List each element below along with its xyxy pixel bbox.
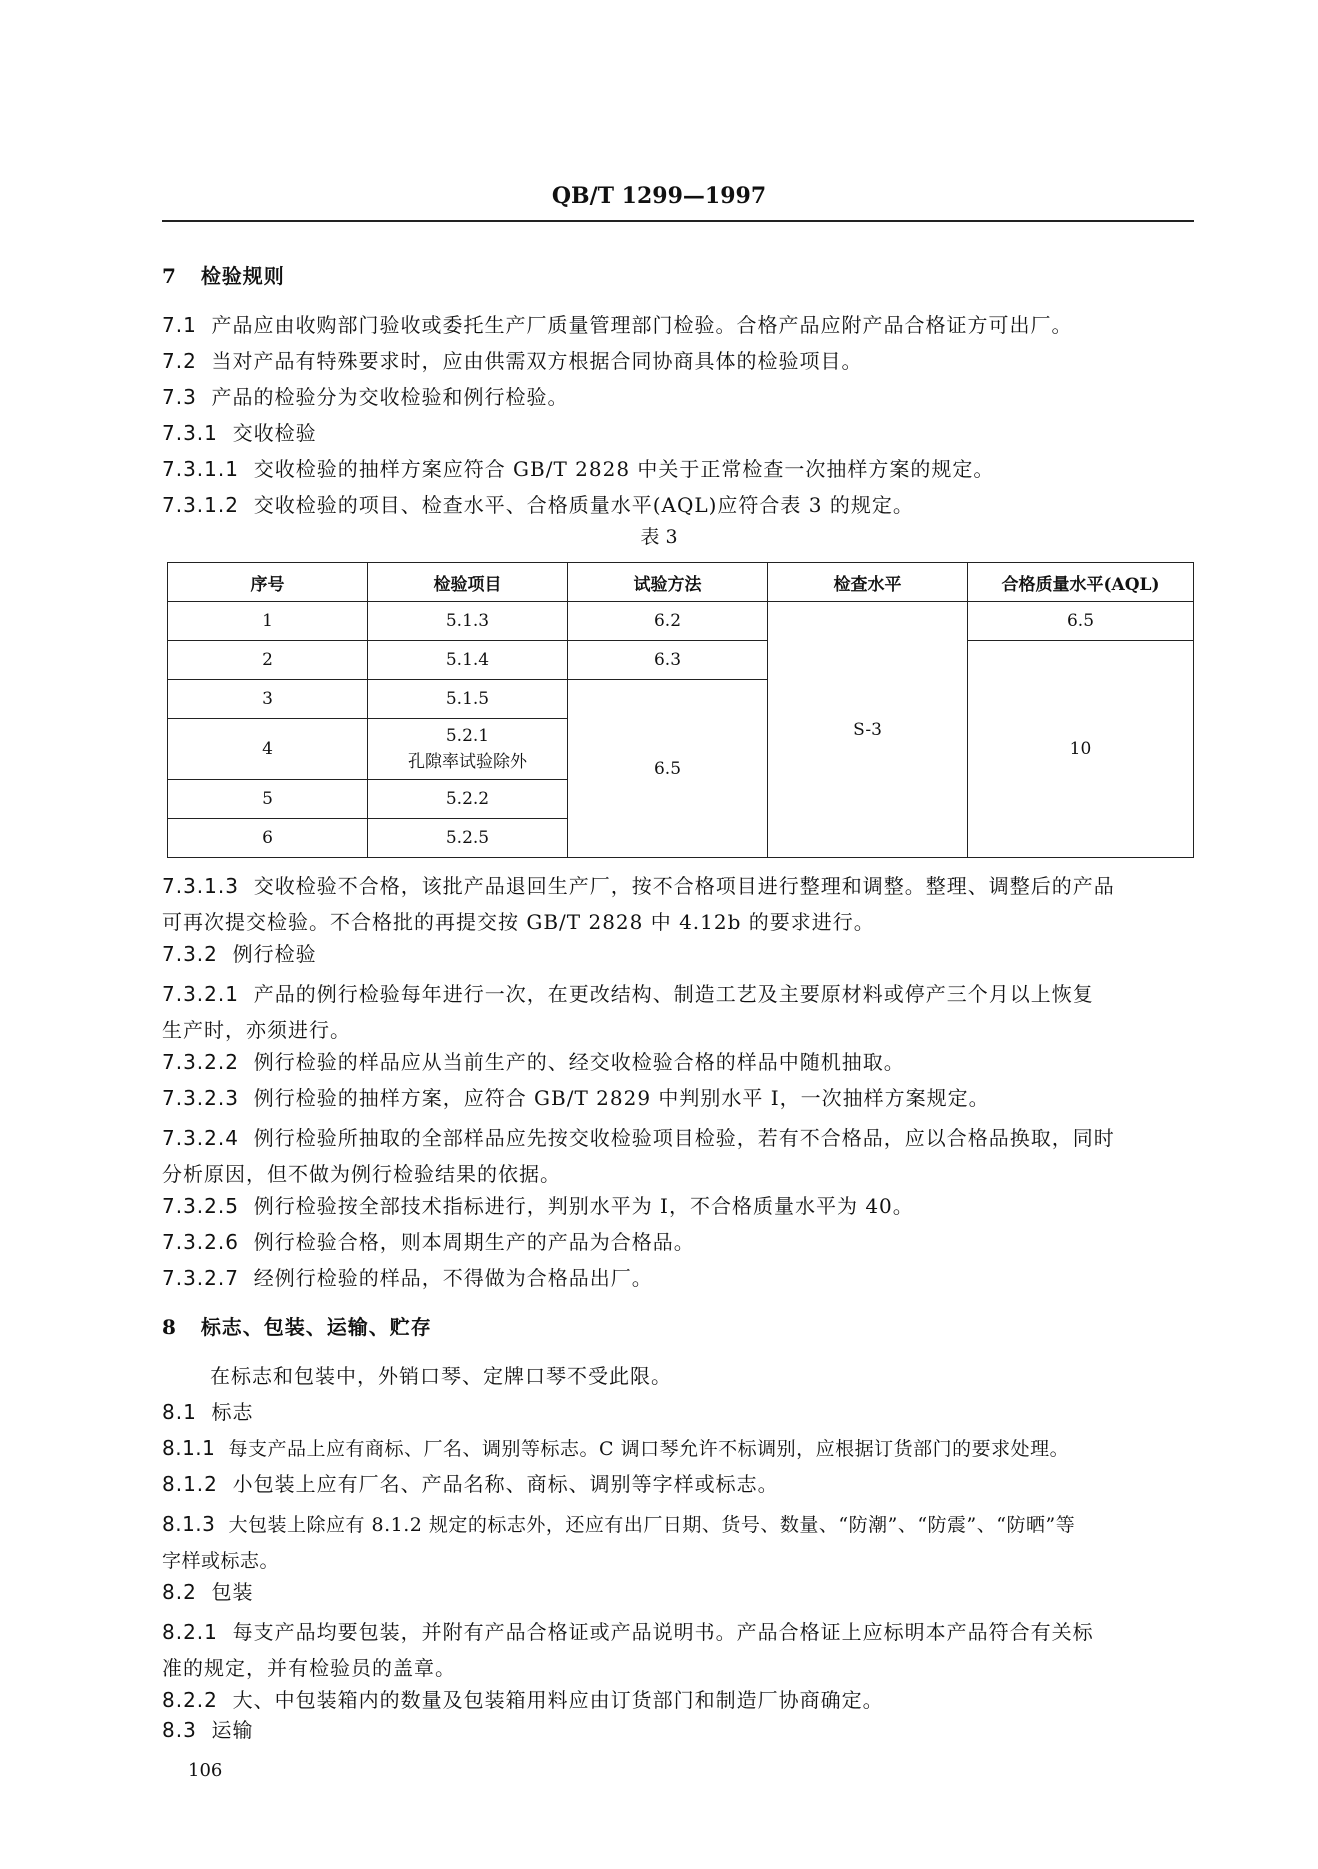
cell-no: 6 — [168, 819, 368, 858]
clause-text-continued: 生产时，亦须进行。 — [162, 1018, 351, 1042]
clause-7-1 — [162, 311, 1073, 339]
table-header-row — [168, 563, 1194, 602]
cell-aql: 6.5 — [968, 602, 1194, 641]
clause-number: 7.3.2.3 — [162, 1086, 239, 1110]
table-row — [168, 641, 1194, 680]
cell-item — [368, 719, 568, 780]
cell-method-merged: 6.5 — [568, 680, 768, 858]
clause-text: 交收检验的项目、检查水平、合格质量水平(AQL)应符合表 3 的规定。 — [253, 493, 914, 517]
cell-level-merged: S-3 — [768, 602, 968, 858]
cell-item-code: 5.2.1 — [445, 726, 490, 746]
clause-number: 7.3.2.2 — [162, 1050, 239, 1074]
clause-text: 经例行检验的样品，不得做为合格品出厂。 — [253, 1266, 653, 1290]
clause-7-3-2-1 — [162, 976, 1194, 1048]
clause-number: 8.1.2 — [162, 1472, 218, 1496]
cell-no: 5 — [168, 780, 368, 819]
clause-text: 产品应由收购部门验收或委托生产厂质量管理部门检验。合格产品应附产品合格证方可出厂。 — [211, 313, 1073, 337]
header-cell: 检查水平 — [768, 563, 968, 602]
cell-item-note: 孔隙率试验除外 — [408, 752, 527, 772]
clause-number: 7.3.2.7 — [162, 1266, 239, 1290]
cell-item: 5.2.2 — [368, 780, 568, 819]
cell-method: 6.3 — [568, 641, 768, 680]
clause-text: 例行检验的抽样方案，应符合 GB/T 2829 中判别水平 Ⅰ，一次抽样方案规定。 — [253, 1086, 990, 1110]
clause-8-1 — [162, 1398, 254, 1426]
clause-text: 产品的例行检验每年进行一次，在更改结构、制造工艺及主要原材料或停产三个月以上恢复 — [253, 982, 1094, 1006]
clause-text: 小包装上应有厂名、产品名称、商标、调别等字样或标志。 — [232, 1472, 779, 1496]
clause-number: 7.3.1.1 — [162, 457, 239, 481]
cell-no: 4 — [168, 719, 368, 780]
clause-number: 8.3 — [162, 1718, 197, 1742]
clause-8-2-1 — [162, 1614, 1194, 1686]
clause-text: 标志 — [211, 1400, 254, 1424]
clause-text: 例行检验按全部技术指标进行，判别水平为 Ⅰ，不合格质量水平为 40。 — [253, 1194, 914, 1218]
cell-no: 2 — [168, 641, 368, 680]
clause-7-3-2-6 — [162, 1228, 695, 1256]
clause-text: 例行检验合格，则本周期生产的产品为合格品。 — [253, 1230, 695, 1254]
clause-text-continued: 分析原因，但不做为例行检验结果的依据。 — [162, 1162, 561, 1186]
clause-7-3-1-2 — [162, 491, 914, 519]
section-8-heading — [162, 1313, 432, 1341]
cell-item: 5.1.4 — [368, 641, 568, 680]
clause-text-continued: 字样或标志。 — [162, 1550, 280, 1572]
cell-method: 6.2 — [568, 602, 768, 641]
header-cell: 序号 — [168, 563, 368, 602]
clause-text: 包装 — [211, 1580, 254, 1604]
section-title: 检验规则 — [200, 264, 285, 288]
table-caption: 表 3 — [640, 526, 678, 548]
clause-text: 大、中包装箱内的数量及包装箱用料应由订货部门和制造厂协商确定。 — [232, 1688, 884, 1712]
clause-8-1-1 — [162, 1434, 1069, 1463]
section-number: 7 — [162, 264, 177, 288]
clause-number: 7.1 — [162, 313, 197, 337]
cell-no: 1 — [168, 602, 368, 641]
clause-7-2 — [162, 347, 863, 375]
clause-text-continued: 准的规定，并有检验员的盖章。 — [162, 1656, 456, 1680]
clause-7-3-2-5 — [162, 1192, 914, 1220]
clause-7-3-1-3 — [162, 868, 1194, 940]
clause-7-3 — [162, 383, 569, 411]
clause-text-continued: 可再次提交检验。不合格批的再提交按 GB/T 2828 中 4.12b 的要求进行。 — [162, 910, 875, 934]
cell-item: 5.2.5 — [368, 819, 568, 858]
clause-number: 7.3.2.5 — [162, 1194, 239, 1218]
table-3 — [167, 562, 1194, 858]
clause-number: 7.3.2.1 — [162, 982, 239, 1006]
clause-text: 产品的检验分为交收检验和例行检验。 — [211, 385, 569, 409]
clause-number: 7.3.2.4 — [162, 1126, 239, 1150]
clause-number: 8.1.1 — [162, 1436, 216, 1460]
clause-number: 7.3.1 — [162, 421, 218, 445]
clause-7-3-2-3 — [162, 1084, 990, 1112]
clause-number: 7.3.2.6 — [162, 1230, 239, 1254]
clause-number: 7.3 — [162, 385, 197, 409]
clause-8-1-3 — [162, 1506, 1194, 1579]
clause-number: 7.2 — [162, 349, 197, 373]
clause-number: 8.2.2 — [162, 1688, 218, 1712]
header-divider — [162, 220, 1194, 222]
clause-text: 每支产品上应有商标、厂名、调别等标志。C 调口琴允许不标调别，应根据订货部门的要求处理。 — [228, 1438, 1070, 1460]
section-8-intro: 在标志和包装中，外销口琴、定牌口琴不受此限。 — [210, 1364, 672, 1388]
clause-number: 8.2.1 — [162, 1620, 218, 1644]
clause-text: 运输 — [211, 1718, 254, 1742]
header-cell: 合格质量水平(AQL) — [968, 563, 1194, 602]
clause-text: 例行检验 — [232, 942, 317, 966]
clause-7-3-2-7 — [162, 1264, 653, 1292]
clause-text: 交收检验 — [232, 421, 317, 445]
clause-7-3-1 — [162, 419, 317, 447]
clause-number: 7.3.1.3 — [162, 874, 239, 898]
section-7-heading — [162, 262, 285, 290]
clause-number: 8.1 — [162, 1400, 197, 1424]
clause-number: 7.3.2 — [162, 942, 218, 966]
clause-number: 7.3.1.2 — [162, 493, 239, 517]
clause-text: 交收检验的抽样方案应符合 GB/T 2828 中关于正常检查一次抽样方案的规定。 — [253, 457, 995, 481]
clause-text: 例行检验所抽取的全部样品应先按交收检验项目检验，若有不合格品，应以合格品换取，同时 — [253, 1126, 1115, 1150]
cell-item: 5.1.3 — [368, 602, 568, 641]
clause-number: 8.1.3 — [162, 1512, 216, 1536]
page-number: 106 — [188, 1760, 223, 1781]
cell-no: 3 — [168, 680, 368, 719]
section-number: 8 — [162, 1315, 177, 1339]
clause-7-3-2 — [162, 940, 317, 968]
cell-aql-merged: 10 — [968, 641, 1194, 858]
clause-8-2 — [162, 1578, 254, 1606]
clause-text: 例行检验的样品应从当前生产的、经交收检验合格的样品中随机抽取。 — [253, 1050, 905, 1074]
clause-text: 当对产品有特殊要求时，应由供需双方根据合同协商具体的检验项目。 — [211, 349, 863, 373]
table-row — [168, 602, 1194, 641]
clause-7-3-2-4 — [162, 1120, 1194, 1192]
clause-text: 每支产品均要包装，并附有产品合格证或产品说明书。产品合格证上应标明本产品符合有关标 — [232, 1620, 1094, 1644]
clause-8-3 — [162, 1716, 254, 1744]
clause-text: 交收检验不合格，该批产品退回生产厂，按不合格项目进行整理和调整。整理、调整后的产品 — [253, 874, 1115, 898]
clause-7-3-2-2 — [162, 1048, 905, 1076]
cell-item: 5.1.5 — [368, 680, 568, 719]
header-cell: 检验项目 — [368, 563, 568, 602]
clause-8-2-2 — [162, 1686, 884, 1714]
section-title: 标志、包装、运输、贮存 — [200, 1315, 432, 1339]
clause-8-1-2 — [162, 1470, 779, 1498]
clause-text: 大包装上除应有 8.1.2 规定的标志外，还应有出厂日期、货号、数量、“防潮”、“防震”、“防晒”等 — [228, 1514, 1076, 1536]
header-cell: 试验方法 — [568, 563, 768, 602]
clause-number: 8.2 — [162, 1580, 197, 1604]
header-standard-code: QB/T 1299—1997 — [551, 183, 767, 209]
clause-7-3-1-1 — [162, 455, 994, 483]
